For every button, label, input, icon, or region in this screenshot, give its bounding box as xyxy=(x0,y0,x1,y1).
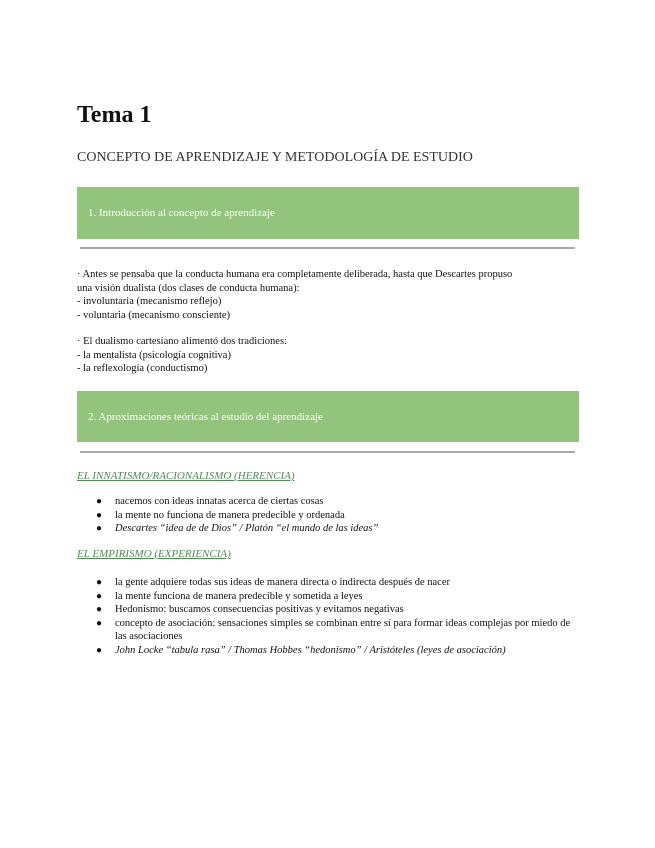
text-line: · Antes se pensaba que la conducta humana era completamente deliberada, hasta que Descartes propuso xyxy=(77,269,513,280)
page-title: Tema 1 xyxy=(77,102,152,128)
text-line: - la reflexología (conductismo) xyxy=(77,363,208,374)
paragraph-traditions xyxy=(77,335,577,376)
bullet-icon: ● xyxy=(96,604,103,615)
bullet-icon: ● xyxy=(96,577,103,588)
heading-empirismo[interactable]: EL EMPIRISMO (EXPERIENCIA) xyxy=(77,548,231,560)
list-item xyxy=(96,522,576,536)
list-item-text: Hedonismo: buscamos consecuencias positivas y evitamos negativas xyxy=(115,604,404,615)
list-item xyxy=(96,576,576,590)
divider xyxy=(80,247,575,249)
section-2-banner xyxy=(77,391,579,442)
text-line: una visión dualista (dos clases de conducta humana): xyxy=(77,282,300,294)
bullet-icon: ● xyxy=(96,523,103,534)
section-1-label: 1. Introducción al concepto de aprendizaje xyxy=(88,207,275,219)
list-item-text: la gente adquiere todas sus ideas de manera directa o indirecta después de nacer xyxy=(115,577,450,588)
list-item-text: concepto de asociación: sensaciones simples se combinan entre sí para formar ideas complejas por miedo de las asociaciones xyxy=(115,617,571,642)
bullet-icon: ● xyxy=(96,617,103,629)
text-line: - la mentalista (psicología cognitiva) xyxy=(77,349,231,361)
heading-innatismo[interactable]: EL INNATISMO/RACIONALISMO (HERENCIA) xyxy=(77,470,295,482)
paragraph-dualism xyxy=(77,268,577,322)
bullet-icon: ● xyxy=(96,509,103,521)
section-2-label: 2. Aproximaciones teóricas al estudio del aprendizaje xyxy=(88,410,323,423)
bullet-icon: ● xyxy=(96,644,103,656)
section-1-banner xyxy=(77,187,579,239)
text-line: - involuntaria (mecanismo reflejo) xyxy=(77,296,222,307)
list-empirismo xyxy=(96,576,576,657)
list-item xyxy=(96,603,576,617)
list-item-text: nacemos con ideas innatas acerca de ciertas cosas xyxy=(115,496,324,507)
list-item xyxy=(96,617,576,644)
list-item xyxy=(96,590,576,604)
bullet-icon: ● xyxy=(96,496,103,507)
list-item xyxy=(96,644,576,658)
text-line: - voluntaria (mecanismo consciente) xyxy=(77,309,231,321)
page-subtitle: CONCEPTO DE APRENDIZAJE Y METODOLOGÍA DE ESTUDIO xyxy=(77,150,473,165)
list-item-text: la mente no funciona de manera predecible y ordenada xyxy=(115,509,345,521)
text-line: · El dualismo cartesiano alimentó dos tradiciones: xyxy=(77,336,287,347)
list-item-text: Descartes “idea de de Dios” / Platón “el mundo de las ideas” xyxy=(115,523,379,534)
list-item xyxy=(96,495,576,509)
list-item-text: John Locke “tabula rasa” / Thomas Hobbes “hedonismo” / Aristóteles (leyes de asociación) xyxy=(115,644,506,656)
list-item-text: la mente funciona de manera predecible y sometida a leyes xyxy=(115,590,363,602)
divider xyxy=(80,451,575,453)
list-item xyxy=(96,509,576,523)
list-innatismo xyxy=(96,495,576,536)
bullet-icon: ● xyxy=(96,590,103,602)
